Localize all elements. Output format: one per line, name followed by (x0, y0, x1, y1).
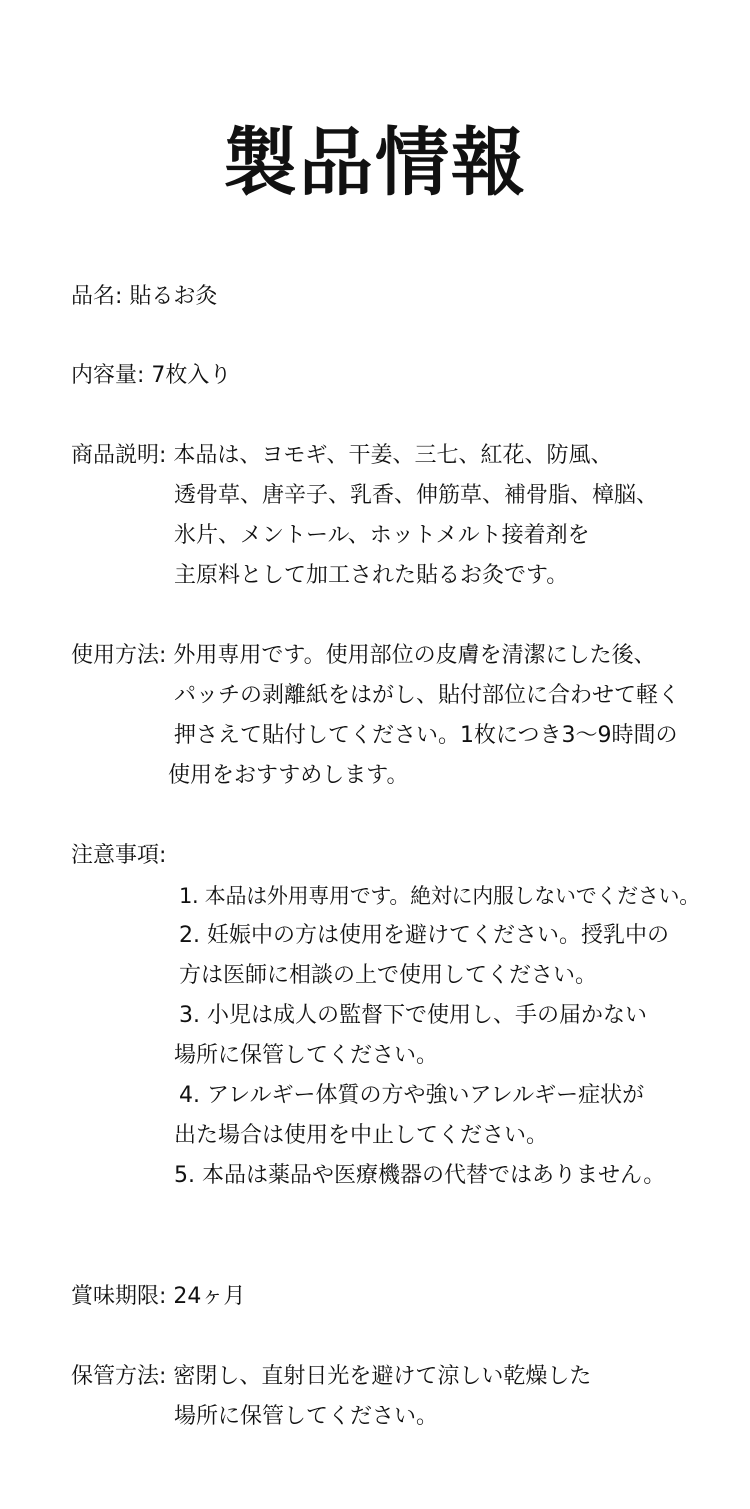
usage-line: 押さえて貼付してください。1枚につき3〜9時間の (174, 723, 678, 748)
product-name-label: 品名: (71, 284, 123, 309)
caution-item: 4. アレルギー体質の方や強いアレルギー症状が (179, 1083, 645, 1108)
page-title: 製品情報 (223, 120, 527, 206)
caution-item: 1. 本品は外用専用です。絶対に内服しないでください。 (179, 884, 700, 908)
description-line: 本品は、ヨモギ、干姜、三七、紅花、防風、 (173, 443, 613, 468)
storage-line: 密閉し、直射日光を避けて涼しい乾燥した (173, 1364, 592, 1389)
cautions-label: 注意事項: (71, 843, 167, 868)
usage-line: 外用専用です。使用部位の皮膚を清潔にした後、 (173, 643, 656, 668)
description-line: 主原料として加工された貼るお灸です。 (174, 563, 569, 588)
usage-row (71, 641, 656, 671)
usage-line: パッチの剥離紙をはがし、貼付部位に合わせて軽く (174, 683, 681, 708)
caution-item: 2. 妊娠中の方は使用を避けてください。授乳中の (179, 923, 669, 948)
description-line: 透骨草、唐辛子、乳香、伸筋草、補骨脂、樟脳、 (174, 483, 659, 508)
content-amount-label: 内容量: (71, 363, 145, 388)
caution-item: 場所に保管してください。 (174, 1043, 439, 1068)
description-line: 氷片、メントール、ホットメルト接着剤を (174, 523, 590, 548)
content-amount-value: 7枚入り (151, 363, 232, 388)
shelf-life-label: 賞味期限: (71, 1284, 167, 1309)
usage-label: 使用方法: (71, 643, 167, 668)
shelf-life-value: 24ヶ月 (173, 1284, 246, 1309)
content-amount-row (71, 361, 231, 391)
storage-line: 場所に保管してください。 (174, 1404, 439, 1429)
product-name-row (71, 282, 217, 312)
caution-item: 5. 本品は薬品や医療機器の代替ではありません。 (174, 1163, 666, 1188)
storage-row (71, 1362, 591, 1392)
usage-line: 使用をおすすめします。 (168, 763, 409, 788)
storage-label: 保管方法: (71, 1364, 167, 1389)
description-row (71, 441, 613, 471)
caution-item: 3. 小児は成人の監督下で使用し、手の届かない (179, 1003, 647, 1028)
product-name-value: 貼るお灸 (129, 284, 218, 309)
caution-item: 方は医師に相談の上で使用してください。 (179, 963, 598, 988)
description-label: 商品説明: (71, 443, 167, 468)
caution-item: 出た場合は使用を中止してください。 (174, 1123, 549, 1148)
shelf-life-row (71, 1282, 245, 1312)
